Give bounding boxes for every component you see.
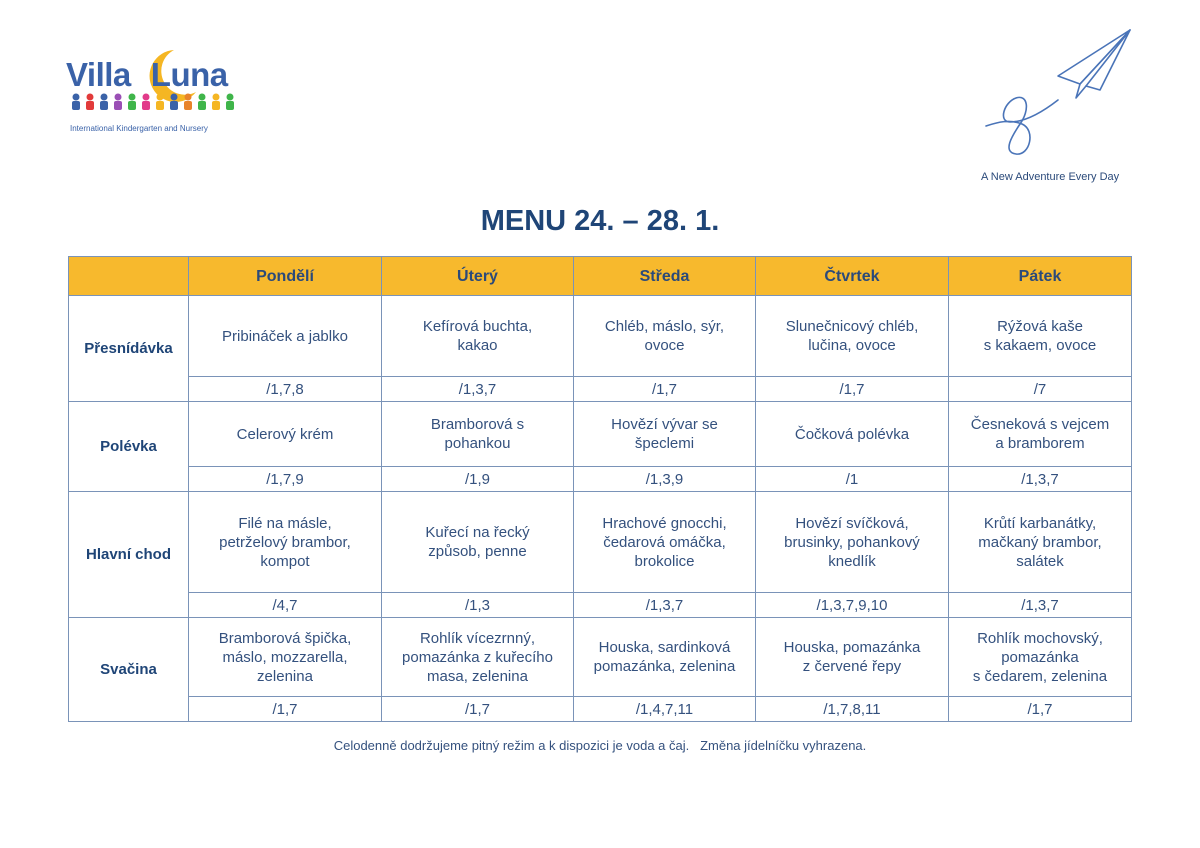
meal-cell: Hrachové gnocchi, čedarová omáčka, brokolice	[574, 492, 756, 593]
logo-word-villa: Villa	[66, 56, 131, 93]
allergen-cell: /1,3,7	[574, 593, 756, 618]
allergen-row	[69, 697, 1132, 722]
header-day: Středa	[574, 257, 756, 296]
allergen-cell: /7	[949, 377, 1132, 402]
allergen-cell: /1,7	[949, 697, 1132, 722]
footer-note: Celodenně dodržujeme pitný režim a k dispozici je voda a čaj. Změna jídelníčku vyhrazena.	[333, 738, 867, 753]
header-corner	[69, 257, 189, 296]
allergen-cell: /1,3,7,9,10	[756, 593, 949, 618]
meal-cell: Slunečnicový chléb, lučina, ovoce	[756, 296, 949, 377]
allergen-cell: /1,7,8	[189, 377, 382, 402]
allergen-cell: /1,3,7	[949, 593, 1132, 618]
allergen-cell: /4,7	[189, 593, 382, 618]
meal-cell: Kuřecí na řecký způsob, penne	[382, 492, 574, 593]
meal-cell: Houska, sardinková pomazánka, zelenina	[574, 618, 756, 697]
meal-cell: Bramborová s pohankou	[382, 402, 574, 467]
allergen-cell: /1,9	[382, 467, 574, 492]
row-label: Přesnídávka	[69, 296, 189, 402]
meal-cell: Krůtí karbanátky, mačkaný brambor, salátek	[949, 492, 1132, 593]
allergen-cell: /1,4,7,11	[574, 697, 756, 722]
logo-subtitle: International Kindergarten and Nursery	[70, 124, 208, 133]
allergen-cell: /1,3,7	[382, 377, 574, 402]
header-day: Čtvrtek	[756, 257, 949, 296]
row-label: Hlavní chod	[69, 492, 189, 618]
villa-luna-logo	[66, 44, 246, 140]
table-header-row	[69, 257, 1132, 296]
allergen-cell: /1,7	[382, 697, 574, 722]
logo-word-luna: Luna	[150, 56, 228, 93]
children-icon	[70, 92, 240, 116]
allergen-cell: /1,7	[756, 377, 949, 402]
paper-plane-icon	[980, 26, 1140, 166]
meal-cell: Hovězí vývar se špeclemi	[574, 402, 756, 467]
slogan: A New Adventure Every Day	[981, 171, 1120, 183]
meal-cell: Houska, pomazánka z červené řepy	[756, 618, 949, 697]
meal-cell: Chléb, máslo, sýr, ovoce	[574, 296, 756, 377]
meal-cell: Celerový krém	[189, 402, 382, 467]
table-row	[69, 618, 1132, 697]
allergen-row	[69, 467, 1132, 492]
meal-cell: Rýžová kaše s kakaem, ovoce	[949, 296, 1132, 377]
meal-cell: Pribináček a jablko	[189, 296, 382, 377]
row-label: Svačina	[69, 618, 189, 722]
meal-cell: Kefírová buchta, kakao	[382, 296, 574, 377]
allergen-cell: /1	[756, 467, 949, 492]
allergen-cell: /1,7	[189, 697, 382, 722]
allergen-cell: /1,7,8,11	[756, 697, 949, 722]
allergen-cell: /1,3	[382, 593, 574, 618]
header-day: Úterý	[382, 257, 574, 296]
page-title: MENU 24. – 28. 1.	[480, 205, 720, 237]
menu-table	[68, 256, 1132, 722]
meal-cell: Rohlík vícezrnný, pomazánka z kuřecího masa, zelenina	[382, 618, 574, 697]
meal-cell: Filé na másle, petrželový brambor, kompot	[189, 492, 382, 593]
table-row	[69, 492, 1132, 593]
logo-wordmark	[66, 56, 228, 94]
row-label: Polévka	[69, 402, 189, 492]
table-row	[69, 296, 1132, 377]
header-day: Pátek	[949, 257, 1132, 296]
meal-cell: Bramborová špička, máslo, mozzarella, zelenina	[189, 618, 382, 697]
meal-cell: Hovězí svíčková, brusinky, pohankový knedlík	[756, 492, 949, 593]
table-row	[69, 402, 1132, 467]
allergen-cell: /1,3,9	[574, 467, 756, 492]
header-day: Pondělí	[189, 257, 382, 296]
allergen-cell: /1,7	[574, 377, 756, 402]
allergen-cell: /1,7,9	[189, 467, 382, 492]
meal-cell: Česneková s vejcem a bramborem	[949, 402, 1132, 467]
meal-cell: Čočková polévka	[756, 402, 949, 467]
allergen-row	[69, 377, 1132, 402]
allergen-row	[69, 593, 1132, 618]
meal-cell: Rohlík mochovský, pomazánka s čedarem, zelenina	[949, 618, 1132, 697]
allergen-cell: /1,3,7	[949, 467, 1132, 492]
